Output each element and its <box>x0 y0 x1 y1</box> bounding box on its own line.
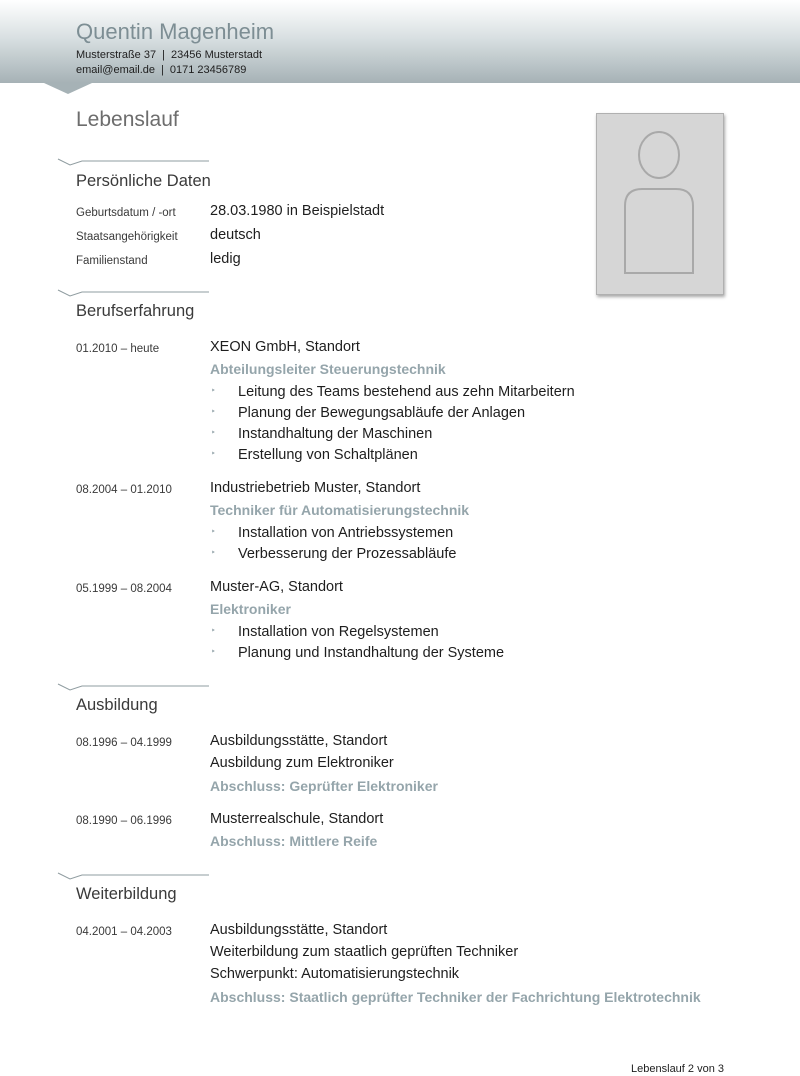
label-nationality: Staatsangehörigkeit <box>76 231 178 243</box>
header-notch <box>44 83 92 94</box>
bullet-icon: ‣ <box>211 527 216 536</box>
training-focus: Schwerpunkt: Automatisierungstechnik <box>210 966 460 982</box>
email: email@email.de <box>76 64 156 76</box>
experience-date: 05.1999 – 08.2004 <box>76 583 172 595</box>
section-title-experience: Berufserfahrung <box>76 302 195 320</box>
bullet-icon: ‣ <box>211 386 216 395</box>
bullet-icon: ‣ <box>211 647 216 656</box>
bullet-icon: ‣ <box>211 548 216 557</box>
experience-bullet: Instandhaltung der Maschinen <box>238 426 433 442</box>
education-place: Musterrealschule, Standort <box>210 811 384 827</box>
street: Musterstraße 37 <box>76 49 157 61</box>
section-title-training: Weiterbildung <box>76 885 177 903</box>
training-degree: Abschluss: Staatlich geprüfter Techniker der Fachrichtung Elektrotechnik <box>210 989 701 1005</box>
section-divider <box>56 870 211 880</box>
section-divider <box>56 681 211 691</box>
education-degree: Abschluss: Geprüfter Elektroniker <box>210 778 438 794</box>
bullet-icon: ‣ <box>211 626 216 635</box>
section-title-education: Ausbildung <box>76 696 158 714</box>
section-divider <box>56 156 211 166</box>
education-detail: Ausbildung zum Elektroniker <box>210 755 394 771</box>
label-birth: Geburtsdatum / -ort <box>76 207 176 219</box>
training-date: 04.2001 – 04.2003 <box>76 926 172 938</box>
value-nationality: deutsch <box>210 227 261 243</box>
experience-date: 08.2004 – 01.2010 <box>76 484 172 496</box>
page-footer: Lebenslauf 2 von 3 <box>631 1063 724 1075</box>
person-placeholder-icon <box>597 114 723 294</box>
city: 23456 Musterstadt <box>170 49 263 61</box>
value-birth: 28.03.1980 in Beispielstadt <box>210 203 385 219</box>
experience-company: XEON GmbH, Standort <box>210 339 360 355</box>
education-degree: Abschluss: Mittlere Reife <box>210 833 378 849</box>
experience-role: Elektroniker <box>210 601 291 617</box>
experience-bullet: Planung der Bewegungsabläufe der Anlagen <box>238 405 526 421</box>
experience-role: Abteilungsleiter Steuerungstechnik <box>210 361 446 377</box>
training-place: Ausbildungsstätte, Standort <box>210 922 388 938</box>
experience-bullet: Planung und Instandhaltung der Systeme <box>238 645 505 661</box>
section-divider <box>56 287 211 297</box>
experience-company: Industriebetrieb Muster, Standort <box>210 480 421 496</box>
label-marital: Familienstand <box>76 255 148 267</box>
experience-date: 01.2010 – heute <box>76 343 160 355</box>
bullet-icon: ‣ <box>211 428 216 437</box>
experience-role: Techniker für Automatisierungstechnik <box>210 502 470 518</box>
experience-bullet: Installation von Regelsystemen <box>238 624 439 640</box>
section-title-personal: Persönliche Daten <box>76 172 211 190</box>
bullet-icon: ‣ <box>211 449 216 458</box>
training-detail: Weiterbildung zum staatlich geprüften Techniker <box>210 944 519 960</box>
photo-placeholder <box>596 113 724 295</box>
value-marital: ledig <box>210 251 241 267</box>
experience-bullet: Installation von Antriebssystemen <box>238 525 454 541</box>
experience-bullet: Verbesserung der Prozessabläufe <box>238 546 457 562</box>
experience-company: Muster-AG, Standort <box>210 579 343 595</box>
education-date: 08.1990 – 06.1996 <box>76 815 172 827</box>
separator: | <box>162 49 165 61</box>
document-title: Lebenslauf <box>76 108 179 131</box>
experience-bullet: Erstellung von Schaltplänen <box>238 447 418 463</box>
address-line <box>76 49 262 61</box>
contact-line <box>76 64 246 76</box>
separator: | <box>161 64 164 76</box>
bullet-icon: ‣ <box>211 407 216 416</box>
phone: 0171 23456789 <box>169 64 247 76</box>
education-date: 08.1996 – 04.1999 <box>76 737 172 749</box>
experience-bullet: Leitung des Teams bestehend aus zehn Mitarbeitern <box>238 384 575 400</box>
applicant-name: Quentin Magenheim <box>76 19 275 44</box>
education-place: Ausbildungsstätte, Standort <box>210 733 388 749</box>
